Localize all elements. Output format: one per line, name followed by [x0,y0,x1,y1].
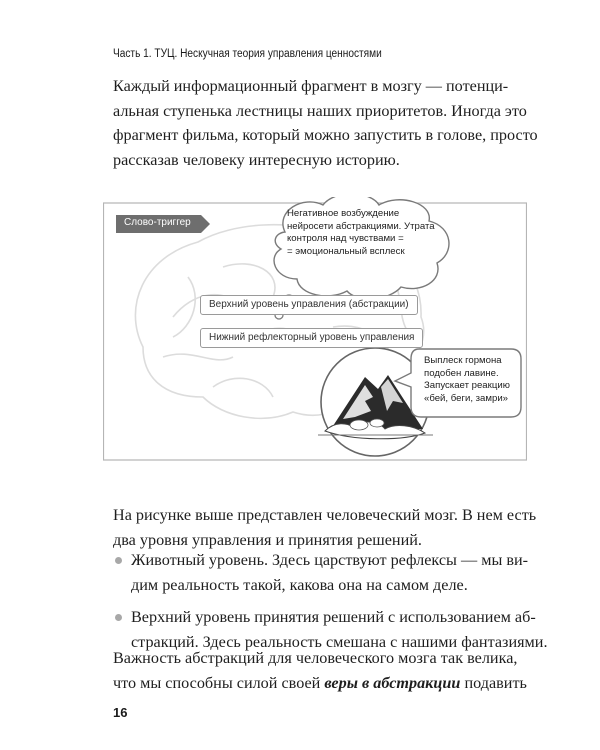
paragraph-line: рассказав человеку интересную историю. [113,150,400,169]
bullet-dot-icon [115,557,122,564]
paragraph-text: подавить [460,673,527,692]
paragraph-line: Важность абстракций для человеческого мозга так велика, [113,649,518,667]
paragraph-text: что мы способны силой своей [113,673,325,692]
bubble-caption-line: Выплеск гормона [424,355,502,366]
cloud-caption-line: нейросети абстракциями. Утрата [287,220,435,232]
bubble-caption [424,355,524,405]
paragraph-line: фрагмент фильма, который можно запустить в голове, просто [113,126,538,144]
running-head: Часть 1. ТУЦ. Нескучная теория управления ценностями [113,48,382,60]
bullet-dot-icon [115,614,122,621]
intro-paragraph [113,74,538,172]
paragraph-line [113,671,527,696]
trigger-word-label: Слово-триггер [124,217,191,228]
closing-paragraph [113,646,527,695]
list-item-line: Верхний уровень принятия решений с использованием аб- [131,608,536,626]
list-item-line: Животный уровень. Здесь царствуют рефлексы — мы ви- [131,551,529,569]
paragraph-line: Каждый информационный фрагмент в мозгу — потенци- [113,77,509,95]
cloud-caption-line: Негативное возбуждение [287,208,400,219]
list-item [113,548,529,597]
description-paragraph [113,503,537,552]
emphasis-text: веры в абстракции [324,673,461,692]
paragraph-line: два уровня управления и принятия решений. [113,530,422,549]
levels-list [113,548,548,662]
paragraph-line: альная ступенька лестницы наших приоритетов. Иногда это [113,101,527,120]
page-number: 16 [113,705,128,720]
upper-level-label: Верхний уровень управления (абстракции) [200,295,418,315]
paragraph-line: На рисунке выше представлен человеческий мозг. В нем есть [113,506,537,524]
bubble-caption-line: подобен лавине. [424,367,499,379]
bubble-caption-line: «бей, беги, замри» [424,392,509,404]
bubble-caption-line: Запускает реакцию [424,380,510,391]
cloud-caption-line: = эмоциональный всплеск [287,245,405,257]
cloud-caption [287,208,447,258]
cloud-caption-line: контроля над чувствами = [287,233,404,244]
list-item-line: дим реальность такой, какова она на самом деле. [131,575,468,594]
list-item-line: стракций. Здесь реальность смешана с нашими фантазиями. [131,632,548,651]
lower-level-label: Нижний рефлекторный уровень управления [200,328,423,348]
